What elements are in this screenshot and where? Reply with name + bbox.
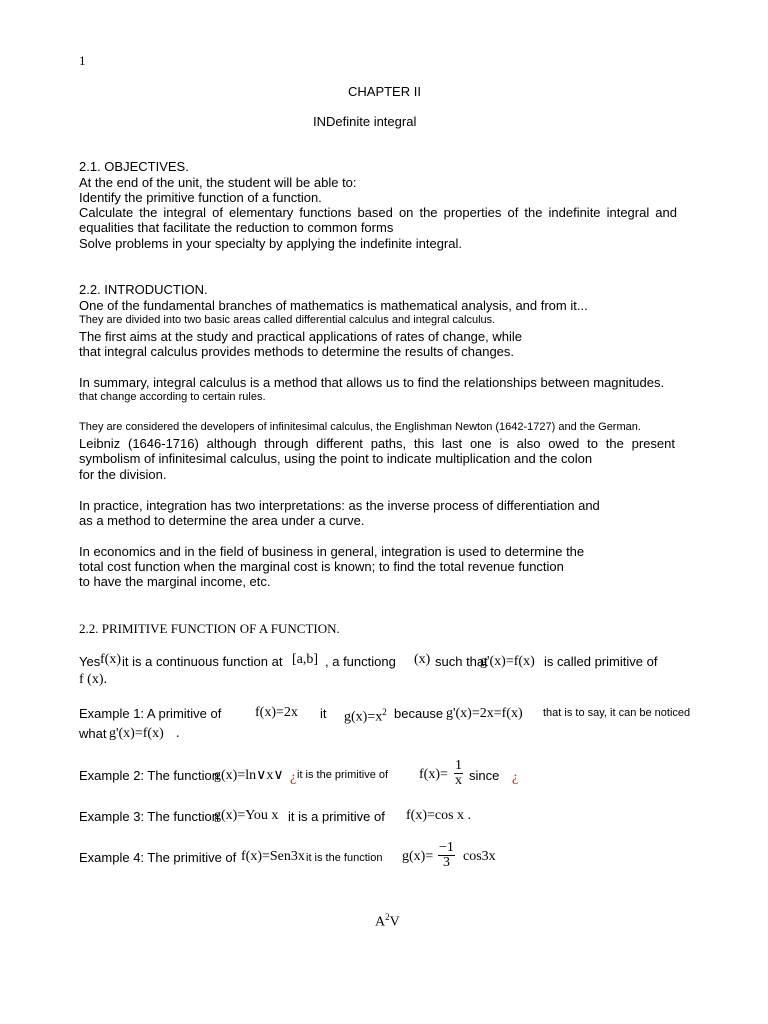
primitive-heading: 2.2. PRIMITIVE FUNCTION OF A FUNCTION.	[79, 621, 340, 636]
example-label: Example 4: The primitive of	[79, 850, 237, 865]
paragraph-line: that integral calculus provides methods to determine the results of changes.	[79, 344, 515, 359]
paragraph-block: Leibniz (1646-1716) although through different paths, this last one is also owed to the present symbolism of infinitesimal calculus, using the point to indicate multiplication and the colon	[79, 436, 675, 466]
example-text: because	[394, 706, 444, 721]
paragraph-line: The first aims at the study and practical applications of rates of change, while	[79, 329, 522, 344]
definition-text: such that	[435, 654, 488, 669]
paragraph-line: total cost function when the marginal cost is known; to find the total revenue function	[79, 559, 564, 574]
objectives-heading: 2.1. OBJECTIVES.	[79, 159, 189, 174]
inverted-question-mark: ¿	[512, 770, 519, 785]
example-label: Example 1: A primitive of	[79, 706, 222, 721]
chapter-title: INDefinite integral	[313, 114, 417, 129]
example-label: Example 3: The function	[79, 809, 219, 824]
derivative-expression: g'(x)=2x=f(x)	[446, 706, 523, 721]
function-expression: g(x)=You x	[214, 808, 279, 823]
function-expression: f (x).	[79, 672, 107, 687]
paragraph-line: They are divided into two basic areas called differential calculus and integral calculus.	[79, 314, 496, 326]
example-text: it is the primitive of	[297, 769, 389, 781]
function-expression: (x)	[414, 652, 431, 667]
paragraph-line: that change according to certain rules.	[79, 391, 266, 403]
function-expression: f(x)=	[419, 767, 448, 782]
function-expression: f(x)=cos x .	[406, 808, 472, 823]
example-label: Example 2: The function	[79, 768, 219, 783]
introduction-heading: 2.2. INTRODUCTION.	[79, 282, 208, 297]
derivative-expression: g'(x)=f(x)	[480, 654, 535, 669]
chapter-heading: CHAPTER II	[348, 84, 421, 99]
paragraph-line: One of the fundamental branches of mathematics is mathematical analysis, and from it...	[79, 298, 588, 313]
objectives-intro: At the end of the unit, the student will be able to:	[79, 175, 357, 190]
paragraph-line: to have the marginal income, etc.	[79, 574, 271, 589]
fraction: $\frac{1}{x}$	[455, 758, 462, 788]
function-expression: g(x)=	[402, 849, 434, 864]
function-expression: f(x)=Sen3x	[241, 849, 305, 864]
inverted-question-mark: ¿	[290, 770, 297, 785]
paragraph-line: In practice, integration has two interpretations: as the inverse process of differentiation and	[79, 498, 600, 513]
example-text: .	[176, 726, 180, 741]
definition-text: Yes	[79, 654, 101, 669]
interval-expression: [a,b]	[292, 652, 319, 667]
objective-item: Calculate the integral of elementary functions based on the properties of the indefinite integral and equalities that facilitate the reduction to common forms	[79, 205, 677, 235]
paragraph-line: In economics and in the field of business in general, integration is used to determine the	[79, 544, 585, 559]
definition-text: is called primitive of	[544, 654, 658, 669]
definition-text: , a functiong	[325, 654, 396, 669]
example-text: what	[79, 726, 107, 741]
function-expression: f(x)=2x	[255, 705, 298, 720]
function-expression: cos3x	[463, 849, 496, 864]
example-text: since	[469, 768, 500, 783]
fraction: $\frac{-1}{3}$	[439, 840, 454, 870]
definition-text: it is a continuous function at	[122, 654, 283, 669]
footer-mark: $A^2V$	[375, 912, 400, 930]
example-text: it is the function	[306, 852, 383, 864]
objective-item: Solve problems in your specialty by applying the indefinite integral.	[79, 236, 462, 251]
function-expression: g(x)=ln∨x∨	[214, 768, 284, 783]
objective-item: Identify the primitive function of a function.	[79, 190, 322, 205]
example-note: that is to say, it can be noticed	[543, 707, 691, 719]
page-number: 1	[79, 53, 86, 68]
function-expression: $g(x)=x^2$	[344, 707, 387, 725]
derivative-expression: g'(x)=f(x)	[109, 726, 164, 741]
example-text: it	[320, 706, 327, 721]
paragraph-line: In summary, integral calculus is a method that allows us to find the relationships between magnitudes.	[79, 375, 665, 390]
function-expression: f(x)	[100, 652, 121, 667]
paragraph-line: They are considered the developers of infinitesimal calculus, the Englishman Newton (1642-1727) and the German.	[79, 421, 641, 433]
paragraph-line: for the division.	[79, 467, 167, 482]
example-text: it is a primitive of	[288, 809, 385, 824]
paragraph-line: as a method to determine the area under a curve.	[79, 513, 365, 528]
